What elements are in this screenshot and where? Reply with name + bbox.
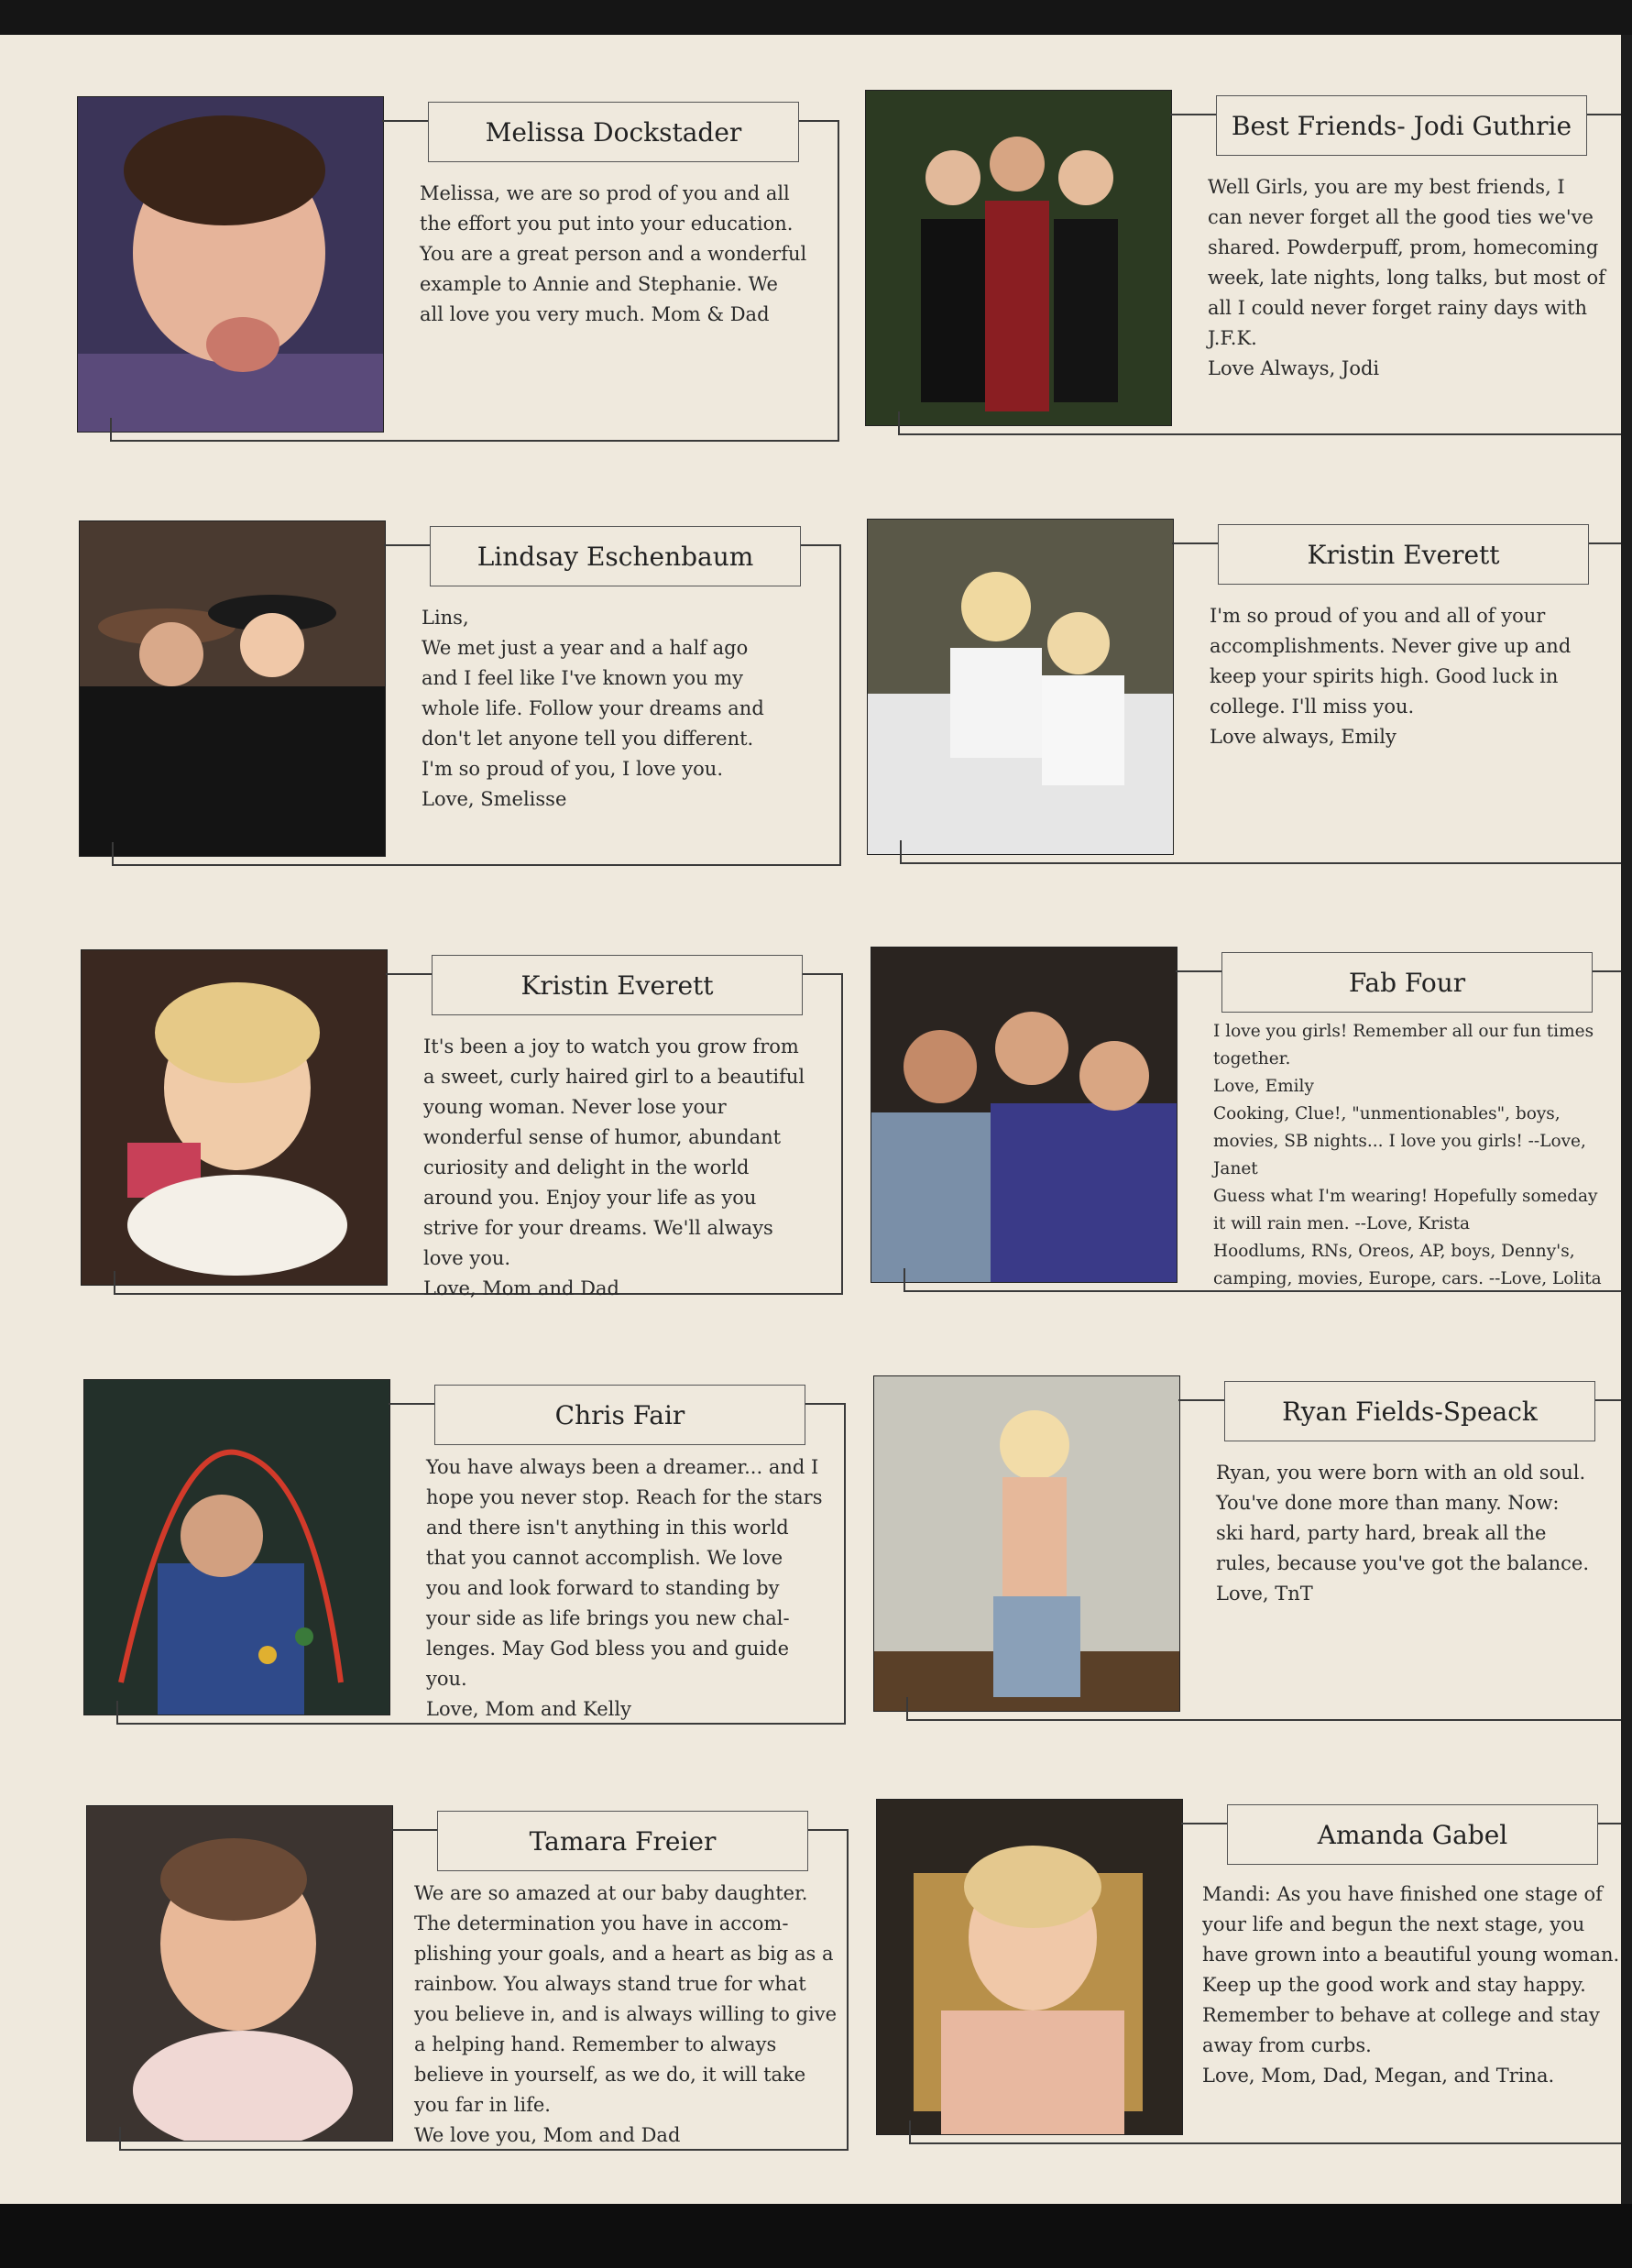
connector-line — [803, 973, 841, 975]
connector-line — [1178, 1399, 1224, 1401]
connector-line — [386, 973, 432, 975]
entry-lindsay-eschenbaum — [79, 520, 839, 887]
entry-message: Mandi: As you have finished one stage of your life and begun the next stage, you have grown into a beautiful young woman. Keep up the good work and stay happy. Remember to behave at college and stay away from curbs. Love, Mom, Dad, Megan, and Trina. — [1202, 1883, 1620, 2087]
entry-message: Melissa, we are so prod of you and all the effort you put into your education. You are a great person and a wonderful example to Annie and Stephanie. We all love you very much. Mom & Dad — [420, 182, 807, 325]
connector-line — [805, 1403, 844, 1405]
entry-melissa-dockstader — [77, 96, 838, 463]
entry-name: Kristin Everett — [1218, 524, 1589, 585]
entry-message: It's been a joy to watch you grow from a sweet, curly haired girl to a beautiful young woman. Never lose your wonderful sense of humor, abundant curiosity and delight in the world around you. Enjoy your life as you strive for your dreams. We'll always love you. Love, Mom and Dad — [423, 1035, 805, 1299]
entry-name: Kristin Everett — [432, 955, 803, 1015]
entry-message: Ryan, you were born with an old soul. You've done more than many. Now: ski hard, party hard, break all the rules, because you've got the balance. Love, TnT — [1216, 1462, 1590, 1605]
entry-name: Lindsay Eschenbaum — [430, 526, 801, 586]
connector-line — [1181, 1823, 1227, 1824]
entry-tamara-freier — [86, 1805, 847, 2172]
connector-line — [389, 1403, 434, 1405]
entry-chris-fair — [83, 1379, 844, 1746]
connector-line — [808, 1829, 847, 1831]
page-edge-shadow — [1621, 35, 1632, 2204]
entry-message: We are so amazed at our baby daughter. The determination you have in accom- plishing your goals, and a heart as big as a rainbow. You always stand true for what you believe in, and is always willing to give a helping hand. Remember to always believe in yourself, as we do, it will take you far in life. We love you, Mom and Dad — [414, 1882, 838, 2146]
entry-kristin-everett-2 — [81, 949, 841, 1316]
connector-line — [1170, 114, 1216, 115]
scan-bottom-edge — [0, 2204, 1632, 2268]
entry-name: Melissa Dockstader — [428, 102, 799, 162]
connector-line — [1587, 114, 1626, 115]
entry-message: I love you girls! Remember all our fun times together. Love, Emily Cooking, Clue!, "unmentionables", boys, movies, SB nights... I love you girls! --Love, Janet Guess what I'm wearing! Hopefully someday it will rain men. --Love, Krista Hoodlums, RNs, Oreos, AP, boys, Denny's, camping, movies, Europe, cars. --Love, Lolita — [1213, 1022, 1602, 1288]
connector-line — [382, 120, 428, 122]
entry-message: Well Girls, you are my best friends, I can never forget all the good ties we've shared. Powderpuff, prom, homecoming week, late nights, long talks, but most of all I could never forget rainy days with J.F.K. Love Always, Jodi — [1208, 176, 1605, 379]
entry-kristin-everett-1 — [867, 519, 1627, 885]
connector-line — [391, 1829, 437, 1831]
connector-line — [384, 544, 430, 546]
entry-name: Chris Fair — [434, 1385, 805, 1445]
connector-line — [799, 120, 838, 122]
entry-name: Best Friends- Jodi Guthrie — [1216, 95, 1587, 156]
entry-message: You have always been a dreamer... and I hope you never stop. Reach for the stars and there isn't anything in this world that you cannot accomplish. We love you and look forward to standing by your side as life brings you new chal- lenges. May God bless you and guide you. Love, Mom and Kelly — [426, 1456, 823, 1720]
connector-line — [1176, 970, 1221, 972]
entry-fab-four — [871, 947, 1631, 1313]
entry-name: Tamara Freier — [437, 1811, 808, 1871]
yearbook-page — [0, 35, 1632, 2204]
entry-name: Fab Four — [1221, 952, 1593, 1013]
entry-message: I'm so proud of you and all of your accomplishments. Never give up and keep your spirits high. Good luck in college. I'll miss you. Love always, Emily — [1210, 605, 1572, 748]
entry-jodi-guthrie — [865, 90, 1626, 456]
connector-line — [1172, 542, 1218, 544]
connector-line — [801, 544, 839, 546]
entry-message: Lins, We met just a year and a half ago and I feel like I've known you my whole life. Follow your dreams and don't let anyone tell you different. I'm so proud of you, I love you. Love, Smelisse — [422, 607, 764, 810]
entry-ryan-fields-speack — [873, 1375, 1632, 1742]
entry-name: Ryan Fields-Speack — [1224, 1381, 1595, 1441]
entry-name: Amanda Gabel — [1227, 1804, 1598, 1865]
entry-amanda-gabel — [876, 1799, 1632, 2165]
